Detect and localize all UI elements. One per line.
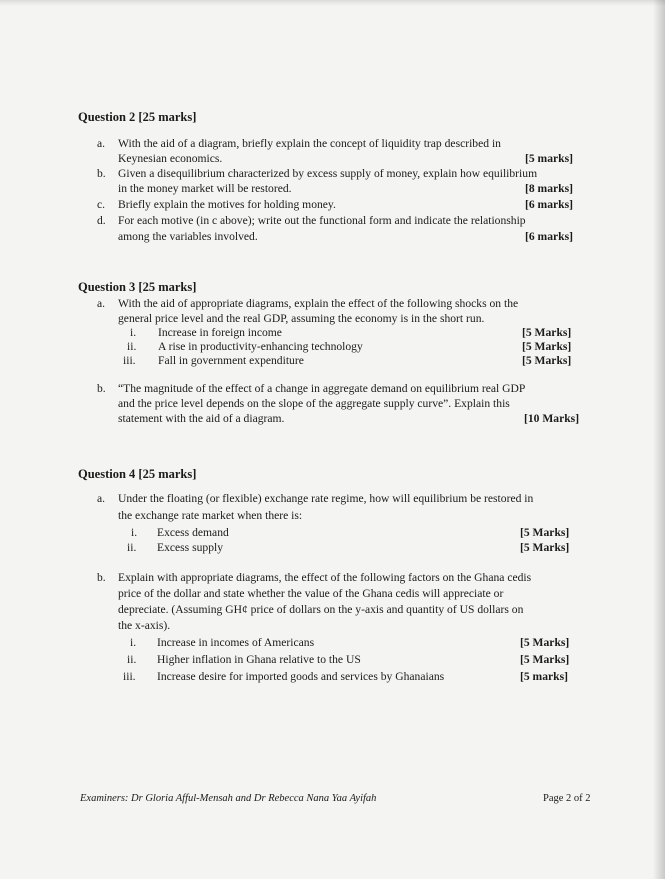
q3-b-label: b. bbox=[97, 382, 106, 395]
q3-a-item-1 bbox=[120, 325, 590, 340]
q3-a-line2 bbox=[97, 311, 607, 326]
q2-b-text1: Given a disequilibrium characterized by excess supply of money, explain how equilibrium bbox=[118, 167, 538, 180]
q2-b-marks: [8 marks] bbox=[525, 182, 573, 195]
q4-a-item-1-num: i. bbox=[131, 526, 138, 539]
q4-a-item-2-text: Excess supply bbox=[157, 541, 224, 554]
q4-b-item-1-marks: [5 Marks] bbox=[520, 636, 570, 649]
examiners-footer: Examiners: Dr Gloria Afful-Mensah and Dr Rebecca Nana Yaa Ayifah bbox=[80, 793, 377, 804]
q3-b-marks: [10 Marks] bbox=[524, 412, 580, 425]
q3-b-line1 bbox=[97, 381, 607, 396]
page-number: Page 2 of 2 bbox=[543, 793, 591, 804]
q4-b-item-1-text: Increase in incomes of Americans bbox=[157, 636, 315, 649]
q4-b-item-2-text: Higher inflation in Ghana relative to the US bbox=[157, 653, 361, 666]
q4-a-item-1 bbox=[120, 525, 590, 540]
q2-d-text2: among the variables involved. bbox=[118, 230, 258, 243]
q2-d-line2 bbox=[97, 229, 607, 244]
q2-a-line2 bbox=[97, 151, 607, 166]
q4-a-text1: Under the floating (or flexible) exchange rate regime, how will equilibrium be restored in bbox=[118, 492, 534, 505]
q2-d-text1: For each motive (in c above); write out the functional form and indicate the relationship bbox=[118, 214, 526, 227]
q3-a-label: a. bbox=[97, 297, 106, 310]
q2-d-marks: [6 marks] bbox=[525, 230, 573, 243]
q2-d-label: d. bbox=[97, 214, 106, 227]
q4-b-item-2-marks: [5 Marks] bbox=[520, 653, 570, 666]
q3-b-line2 bbox=[97, 396, 607, 411]
q4-b-text2: price of the dollar and state whether the value of the Ghana cedis will appreciate or bbox=[118, 587, 504, 600]
q3-b-text2: and the price level depends on the slope of the aggregate supply curve”. Explain this bbox=[118, 397, 510, 410]
question-3-title: Question 3 [25 marks] bbox=[78, 280, 197, 294]
q4-a-item-1-marks: [5 Marks] bbox=[520, 526, 570, 539]
q4-b-text4: the x-axis). bbox=[118, 619, 171, 632]
q4-a-text2: the exchange rate market when there is: bbox=[118, 509, 303, 522]
q4-a-item-1-text: Excess demand bbox=[157, 526, 229, 539]
q3-a-text1: With the aid of appropriate diagrams, explain the effect of the following shocks on the bbox=[118, 297, 519, 310]
q4-a-item-2 bbox=[120, 540, 590, 555]
q4-b-item-3-marks: [5 marks] bbox=[520, 670, 568, 683]
q4-b-line3 bbox=[97, 602, 607, 617]
q4-b-item-3 bbox=[120, 669, 590, 684]
scan-shadow-right bbox=[653, 0, 665, 879]
q3-b-text3: statement with the aid of a diagram. bbox=[118, 412, 285, 425]
q3-a-item-3-num: iii. bbox=[123, 354, 136, 367]
q3-a-item-1-num: i. bbox=[130, 326, 137, 339]
q2-b-label: b. bbox=[97, 167, 106, 180]
q4-b-line4 bbox=[97, 618, 607, 633]
q3-a-item-3 bbox=[120, 353, 590, 368]
question-2-title: Question 2 [25 marks] bbox=[78, 110, 197, 124]
q4-b-text3: depreciate. (Assuming GH¢ price of dollars on the y-axis and quantity of US dollars on bbox=[118, 603, 524, 616]
q2-a-text2: Keynesian economics. bbox=[118, 152, 223, 165]
q3-a-item-3-text: Fall in government expenditure bbox=[158, 354, 304, 367]
q2-c-label: c. bbox=[97, 198, 106, 211]
q3-a-item-1-text: Increase in foreign income bbox=[158, 326, 282, 339]
q3-a-item-2-text: A rise in productivity-enhancing technology bbox=[158, 340, 363, 353]
q3-a-item-2-marks: [5 Marks] bbox=[522, 340, 572, 353]
q4-b-item-1 bbox=[120, 635, 590, 650]
q4-b-item-3-text: Increase desire for imported goods and services by Ghanaians bbox=[157, 670, 445, 683]
q4-b-line2 bbox=[97, 586, 607, 601]
q3-b-line3 bbox=[97, 411, 607, 426]
q4-a-item-2-marks: [5 Marks] bbox=[520, 541, 570, 554]
q3-a-line1 bbox=[97, 296, 607, 311]
q2-a-marks: [5 marks] bbox=[525, 152, 573, 165]
q4-b-text1: Explain with appropriate diagrams, the effect of the following factors on the Ghana cedis bbox=[118, 571, 532, 584]
q3-a-item-3-marks: [5 Marks] bbox=[522, 354, 572, 367]
q4-b-line1 bbox=[97, 570, 607, 585]
q3-a-item-2 bbox=[120, 339, 590, 354]
q4-b-item-2 bbox=[120, 652, 590, 667]
q3-a-text2: general price level and the real GDP, assuming the economy is in the short run. bbox=[118, 312, 485, 325]
q4-a-label: a. bbox=[97, 492, 106, 505]
q4-b-item-3-num: iii. bbox=[123, 670, 136, 683]
q4-a-line1 bbox=[97, 491, 607, 506]
q4-b-item-2-num: ii. bbox=[127, 653, 137, 666]
q3-b-text1: “The magnitude of the effect of a change in aggregate demand on equilibrium real GDP bbox=[118, 382, 526, 395]
q2-c-text1: Briefly explain the motives for holding money. bbox=[118, 198, 336, 211]
q3-a-item-2-num: ii. bbox=[127, 340, 137, 353]
q4-a-item-2-num: ii. bbox=[127, 541, 137, 554]
q2-a-label: a. bbox=[97, 137, 106, 150]
q3-a-item-1-marks: [5 Marks] bbox=[522, 326, 572, 339]
q2-c-line1 bbox=[97, 197, 607, 212]
q4-b-item-1-num: i. bbox=[130, 636, 137, 649]
q2-b-line1 bbox=[97, 166, 607, 181]
q2-a-line1 bbox=[97, 136, 607, 151]
q2-b-text2: in the money market will be restored. bbox=[118, 182, 292, 195]
q2-d-line1 bbox=[97, 213, 607, 228]
q2-a-text1: With the aid of a diagram, briefly explain the concept of liquidity trap described in bbox=[118, 137, 501, 150]
q2-b-line2 bbox=[97, 181, 607, 196]
question-4-title: Question 4 [25 marks] bbox=[78, 467, 197, 481]
q4-b-label: b. bbox=[97, 571, 106, 584]
q2-c-marks: [6 marks] bbox=[525, 198, 573, 211]
q4-a-line2 bbox=[97, 508, 607, 523]
scan-shadow-top bbox=[0, 0, 665, 6]
